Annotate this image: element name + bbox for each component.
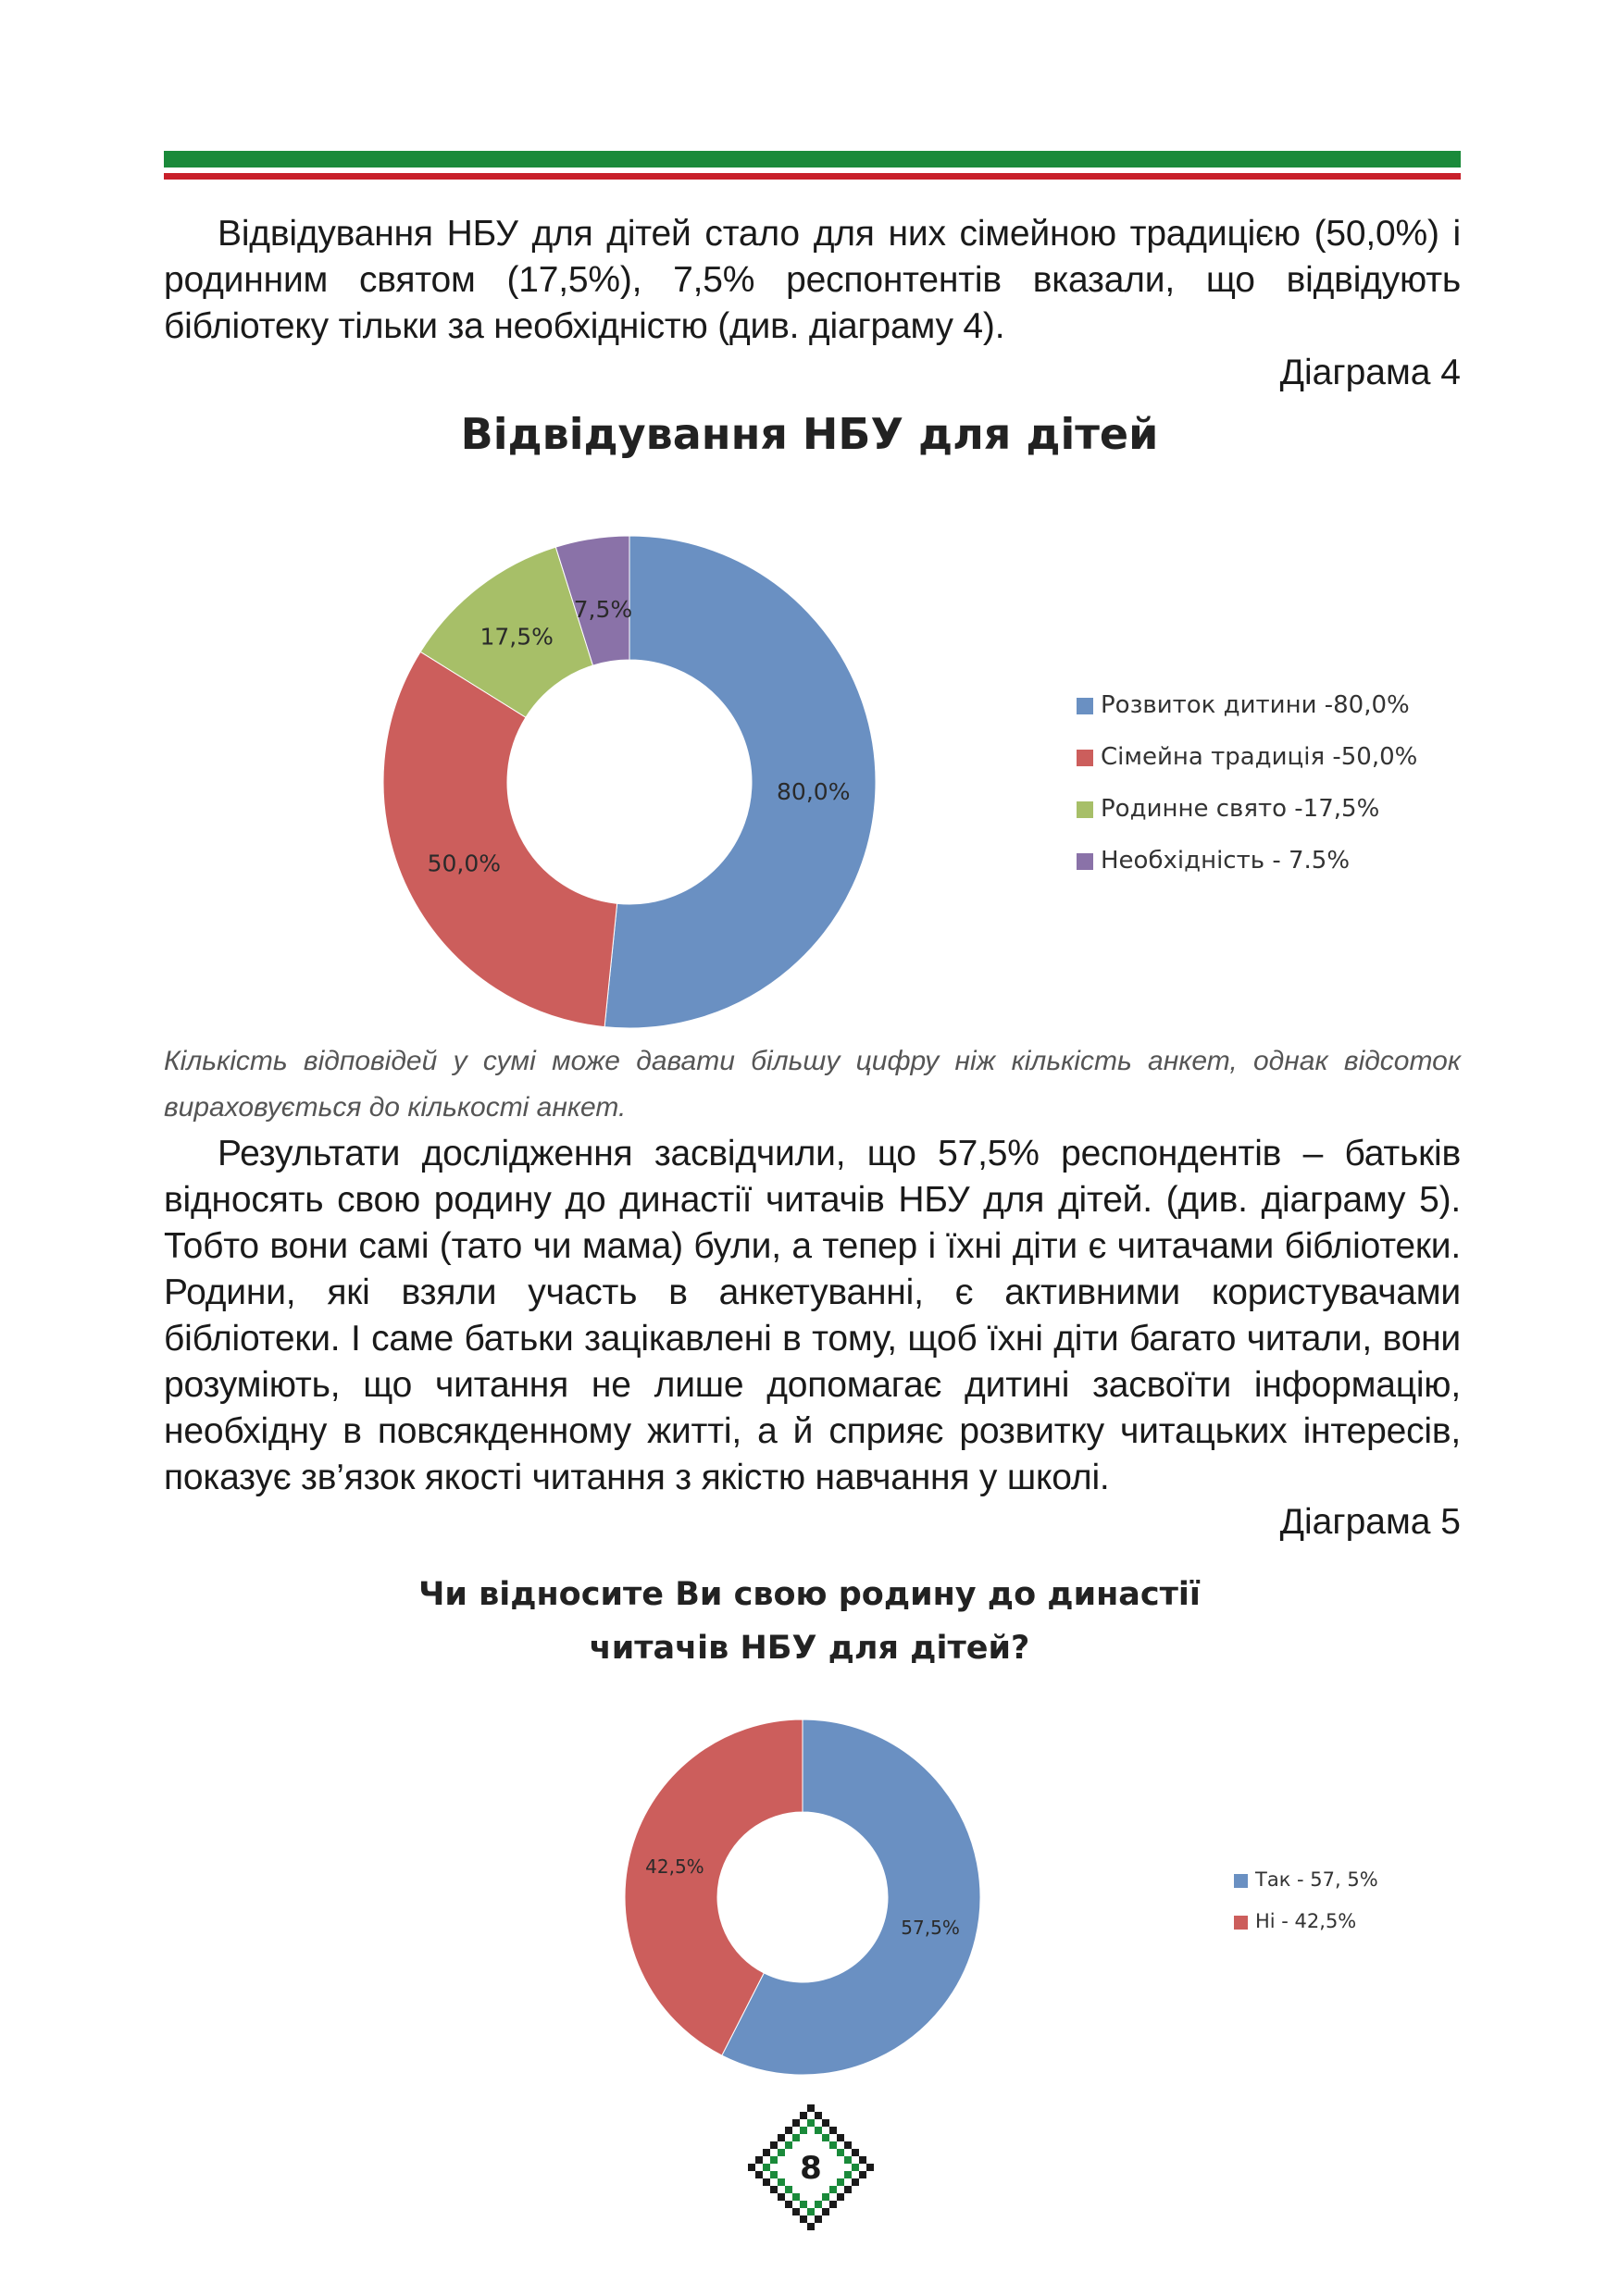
- ornament-cell: [778, 2178, 785, 2186]
- ornament-cell: [748, 2164, 755, 2171]
- ornament-cell: [807, 2223, 815, 2230]
- chart-5-donut: [0, 1694, 1619, 2082]
- ornament-cell: [807, 2208, 815, 2215]
- ornament-cell: [829, 2127, 837, 2134]
- ornament-cell: [859, 2156, 866, 2164]
- slice-1: [383, 652, 617, 1026]
- legend-swatch-1: [1234, 1916, 1248, 1930]
- ornament-cell: [844, 2156, 852, 2164]
- ornament-cell: [852, 2164, 859, 2171]
- ornament-cell: [770, 2156, 778, 2164]
- header-rule-green: [164, 151, 1461, 168]
- ornament-cell: [800, 2127, 807, 2134]
- ornament-cell: [815, 2201, 822, 2208]
- ornament-cell: [844, 2186, 852, 2193]
- diagram-5-label: Діаграма 5: [1279, 1502, 1461, 1542]
- legend-entry-0: Розвиток дитини -80,0%: [1101, 691, 1410, 719]
- chart-5-title-line-1: Чи відносите Ви свою родину до династії: [418, 1576, 1201, 1613]
- chart-4-title: Відвідування НБУ для дітей: [460, 409, 1159, 459]
- header-rule-red: [164, 173, 1461, 180]
- ornament-cell: [844, 2171, 852, 2178]
- ornament-cell: [866, 2164, 874, 2171]
- ornament-cell: [763, 2178, 770, 2186]
- paragraph-1: [164, 211, 1461, 350]
- ornament-cell: [755, 2156, 763, 2164]
- ornament-cell: [800, 2112, 807, 2119]
- ornament-cell: [829, 2201, 837, 2208]
- paragraph-2: [164, 1131, 1461, 1501]
- ornament-cell: [822, 2208, 829, 2215]
- ornament-cell: [852, 2149, 859, 2156]
- slice-label-1: 50,0%: [427, 850, 502, 877]
- ornament-cell: [815, 2112, 822, 2119]
- ornament-cell: [852, 2178, 859, 2186]
- paragraph-2-text: Результати дослідження засвідчили, що 57,5% респондентів – батьків відносять свою родину до династії читачів НБУ для дітей. (див. діаграму 5). Тобто вони самі (тато чи мама) були, а тепер і їхні діти є читачами бібліотеки. Родини, які взяли участь в анкетуванні, є активними користувачами бібліотеки. І саме батьки зацікавлені в тому, щоб їхні діти багато читали, вони розуміють, що читання не лише допомагає дитині засвоїти інформацію, необхідну в повсякденному житті, а й сприяє розвитку читацьких інтересів, показує зв’язок якості читання з якістю навчання у школі.: [164, 1134, 1461, 1497]
- legend-swatch-3: [1077, 853, 1093, 870]
- ornament-cell: [859, 2171, 866, 2178]
- ornament-cell: [778, 2193, 785, 2201]
- ornament-cell: [822, 2134, 829, 2141]
- ornament-cell: [785, 2127, 792, 2134]
- ornament-cell: [770, 2171, 778, 2178]
- ornament-cell: [837, 2193, 844, 2201]
- slice-label-3: 7,5%: [573, 595, 633, 623]
- ornament-cell: [800, 2215, 807, 2223]
- ornament-cell: [770, 2186, 778, 2193]
- ornament-cell: [778, 2134, 785, 2141]
- ornament-cell: [829, 2141, 837, 2149]
- ornament-cell: [785, 2201, 792, 2208]
- chart-note: Кількість відповідей у сумі може давати більшу цифру ніж кількість анкет, однак відсоток вираховується до кількості анкет.: [164, 1046, 1461, 1123]
- legend-swatch-0: [1234, 1874, 1248, 1888]
- legend-entry-2: Родинне свято -17,5%: [1101, 795, 1380, 823]
- ornament-cell: [822, 2119, 829, 2127]
- ornament-cell: [837, 2149, 844, 2156]
- ornament-cell: [807, 2119, 815, 2127]
- ornament-cell: [755, 2171, 763, 2178]
- chart-4-donut: [0, 500, 1619, 1036]
- ornament-cell: [837, 2178, 844, 2186]
- legend-entry-1: Сімейна традиція -50,0%: [1101, 743, 1418, 771]
- ornament-cell: [792, 2208, 800, 2215]
- ornament-cell: [763, 2149, 770, 2156]
- ornament-cell: [763, 2164, 770, 2171]
- slice-label-0: 57,5%: [901, 1917, 960, 1940]
- slice-label-0: 80,0%: [777, 777, 851, 805]
- legend-entry-3: Необхідність - 7.5%: [1101, 847, 1351, 875]
- ornament-cell: [792, 2119, 800, 2127]
- legend-swatch-1: [1077, 750, 1093, 766]
- ornament-cell: [778, 2149, 785, 2156]
- ornament-cell: [822, 2193, 829, 2201]
- slice-label-2: 17,5%: [479, 623, 554, 651]
- page-number: 8: [800, 2150, 822, 2187]
- ornament-cell: [815, 2127, 822, 2134]
- ornament-cell: [807, 2104, 815, 2112]
- ornament-cell: [770, 2141, 778, 2149]
- ornament-cell: [785, 2186, 792, 2193]
- slice-label-1: 42,5%: [645, 1855, 704, 1878]
- legend-swatch-2: [1077, 801, 1093, 818]
- ornament-cell: [785, 2141, 792, 2149]
- ornament-cell: [800, 2201, 807, 2208]
- ornament-cell: [837, 2134, 844, 2141]
- ornament-cell: [815, 2215, 822, 2223]
- ornament-cell: [792, 2134, 800, 2141]
- ornament-cell: [792, 2193, 800, 2201]
- legend-entry-0: Так - 57, 5%: [1255, 1868, 1378, 1891]
- ornament-cell: [844, 2141, 852, 2149]
- legend-entry-1: Ні - 42,5%: [1255, 1910, 1357, 1932]
- legend-swatch-0: [1077, 698, 1093, 714]
- page-number-badge: [746, 2103, 876, 2232]
- chart-5-title: [0, 1568, 1619, 1675]
- diagram-4-label: Діаграма 4: [1279, 353, 1461, 392]
- ornament-cell: [829, 2186, 837, 2193]
- paragraph-1-text: Відвідування НБУ для дітей стало для них сімейною традицією (50,0%) і родинним святом (17,5%), 7,5% респонтентів вказали, що відвідують бібліотеку тільки за необхідністю (див. діаграму 4).: [164, 214, 1461, 346]
- chart-5-title-line-2: читачів НБУ для дітей?: [589, 1630, 1030, 1667]
